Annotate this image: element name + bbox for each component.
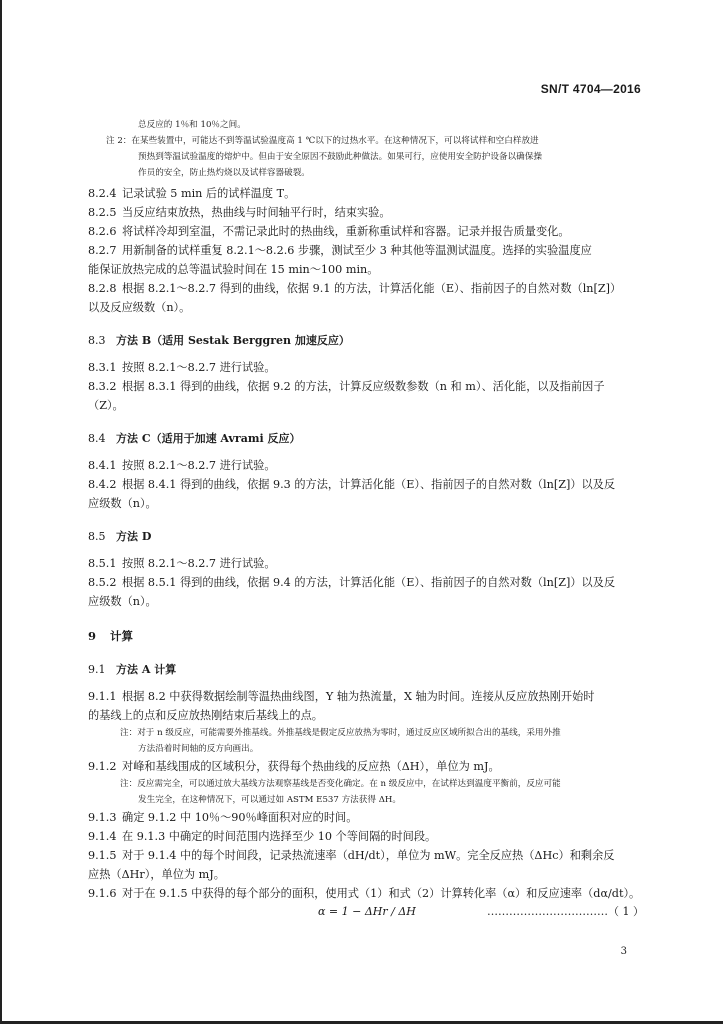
clause-text: 根据 8.3.1 得到的曲线，依据 9.2 的方法，计算反应级数参数（n 和 m）、活化能，以及指前因子 — [122, 380, 605, 393]
page-number: 3 — [620, 946, 627, 957]
section-heading-9-1 — [88, 660, 644, 679]
standard-number: SN/T 4704—2016 — [540, 82, 641, 96]
clause-9-1-1 — [88, 687, 644, 706]
clause-text: 根据 8.5.1 得到的曲线，依据 9.4 的方法，计算活化能（E）、指前因子的自然对数（ln[Z]）以及反 — [122, 576, 616, 589]
clause-text: 用新制备的试样重复 8.2.1～8.2.6 步骤，测试至少 3 种其他等温测试温度。选择的实验温度应 — [122, 244, 592, 257]
heading-text: 方法 C（适用于加速 Avrami 反应） — [116, 432, 301, 445]
clause-8-2-8 — [88, 279, 644, 298]
clause-number: 9.1.2 — [88, 760, 117, 773]
clause-list — [88, 117, 644, 903]
heading-number: 9.1 — [88, 663, 106, 676]
clause-9-1-6 — [88, 884, 644, 903]
clause-text: 按照 8.2.1～8.2.7 进行试验。 — [122, 361, 276, 374]
section-heading-9 — [88, 627, 644, 646]
clause-number: 8.2.7 — [88, 244, 117, 257]
clause-number: 8.2.6 — [88, 225, 117, 238]
clause-9-1-5 — [88, 846, 644, 865]
clause-text: 对于在 9.1.5 中获得的每个部分的面积，使用式（1）和式（2）计算转化率（α）和反应速率（dα/dt）。 — [122, 887, 641, 900]
clause-text: 根据 8.2 中获得数据绘制等温热曲线图，Y 轴为热流量，X 轴为时间。连接从反应放热刚开始时 — [122, 690, 595, 703]
heading-text: 方法 D — [116, 530, 152, 543]
clause-text: 当反应结束放热，热曲线与时间轴平行时，结束实验。 — [122, 206, 391, 219]
heading-text: 计算 — [110, 629, 133, 643]
heading-text: 方法 A 计算 — [116, 663, 177, 676]
note-line: 预热到等温试验温度的熔炉中。但由于安全原因不鼓励此种做法。如果可行，应使用安全防护设备以确保操 — [138, 152, 542, 162]
heading-number: 8.4 — [88, 432, 106, 445]
clause-number: 8.3.1 — [88, 361, 117, 374]
clause-number: 9.1.4 — [88, 830, 117, 843]
document-body — [88, 117, 644, 921]
heading-number: 9 — [88, 629, 97, 643]
clause-number: 8.2.5 — [88, 206, 117, 219]
clause-number: 9.1.5 — [88, 849, 117, 862]
clause-continuation: 以及反应级数（n）。 — [88, 301, 191, 314]
clause-number: 8.4.2 — [88, 478, 117, 491]
clause-number: 8.2.4 — [88, 187, 117, 200]
note-line: 注：对于 n 级反应，可能需要外推基线。外推基线是假定反应放热为零时，通过反应区域所拟合出的基线，采用外推 — [120, 728, 561, 738]
clause-text: 将试样冷却到室温，不需记录此时的热曲线，重新称重试样和容器。记录并报告质量变化。 — [122, 225, 570, 238]
clause-continuation: 应级数（n）。 — [88, 497, 157, 510]
clause-number: 9.1.1 — [88, 690, 117, 703]
clause-number: 8.2.8 — [88, 282, 117, 295]
clause-8-3-2 — [88, 377, 644, 396]
note-line: 发生完全，在这种情况下，可以通过如 ASTM E537 方法获得 ΔH。 — [138, 795, 401, 805]
clause-number: 8.3.2 — [88, 380, 117, 393]
clause-8-5-2 — [88, 573, 644, 592]
clause-8-4-2 — [88, 475, 644, 494]
clause-text: 按照 8.2.1～8.2.7 进行试验。 — [122, 459, 276, 472]
note-line: 总反应的 1％和 10％之间。 — [138, 120, 246, 130]
note-line: 方法沿着时间轴的反方向画出。 — [138, 744, 259, 754]
clause-text: 对峰和基线围成的区域积分，获得每个热曲线的反应热（ΔH），单位为 mJ。 — [122, 760, 500, 773]
clause-8-2-6 — [88, 222, 644, 241]
formula-expression: α = 1 − ΔHr / ΔH — [318, 905, 416, 918]
clause-9-1-4 — [88, 827, 644, 846]
clause-number: 8.4.1 — [88, 459, 117, 472]
section-heading-8-4 — [88, 429, 644, 448]
clause-continuation: 应热（ΔHr），单位为 mJ。 — [88, 868, 225, 881]
clause-text: 对于 9.1.4 中的每个时间段，记录热流速率（dH/dt），单位为 mW。完全反应热（ΔHc）和剩余反 — [122, 849, 615, 862]
note-line: 注：反应需完全，可以通过放大基线方法观察基线是否变化确定。在 n 级反应中，在试样达到温度平衡前，反应可能 — [120, 779, 561, 789]
clause-continuation: （Z）。 — [88, 399, 124, 412]
scan-edge-left — [0, 0, 2, 1024]
clause-number: 9.1.3 — [88, 811, 117, 824]
clause-text: 确定 9.1.2 中 10％～90％峰面积对应的时间。 — [122, 811, 358, 824]
heading-number: 8.5 — [88, 530, 106, 543]
clause-continuation: 的基线上的点和反应放热刚结束后基线上的点。 — [88, 709, 323, 722]
formula-number — [487, 903, 644, 921]
clause-continuation: 应级数（n）。 — [88, 595, 157, 608]
formula-leader-dots: …………………………… — [487, 905, 608, 918]
clause-text: 根据 8.4.1 得到的曲线，依据 9.3 的方法，计算活化能（E）、指前因子的自然对数（ln[Z]）以及反 — [122, 478, 616, 491]
section-heading-8-3 — [88, 331, 644, 350]
clause-number: 9.1.6 — [88, 887, 117, 900]
clause-continuation: 能保证放热完成的总等温试验时间在 15 min～100 min。 — [88, 263, 379, 276]
clause-text: 按照 8.2.1～8.2.7 进行试验。 — [122, 557, 276, 570]
heading-number: 8.3 — [88, 334, 106, 347]
clause-8-2-7 — [88, 241, 644, 260]
clause-8-4-1 — [88, 456, 644, 475]
note-line: 作员的安全，防止热灼烧以及试样容器破裂。 — [138, 168, 310, 178]
formula-eq-number: （ 1 ） — [608, 905, 644, 918]
clause-number: 8.5.2 — [88, 576, 117, 589]
clause-9-1-2 — [88, 757, 644, 776]
clause-8-5-1 — [88, 554, 644, 573]
heading-text: 方法 B（适用 Sestak Berggren 加速反应） — [116, 334, 350, 347]
clause-9-1-3 — [88, 808, 644, 827]
clause-text: 记录试验 5 min 后的试样温度 T。 — [122, 187, 296, 200]
section-heading-8-5 — [88, 527, 644, 546]
clause-number: 8.5.1 — [88, 557, 117, 570]
clause-8-3-1 — [88, 358, 644, 377]
note-line: 注 2：在某些装置中，可能达不到等温试验温度高 1 ℃以下的过热水平。在这种情况下，可以将试样和空白样放进 — [106, 136, 539, 146]
clause-8-2-5 — [88, 203, 644, 222]
clause-8-2-4 — [88, 184, 644, 203]
clause-text: 在 9.1.3 中确定的时间范围内选择至少 10 个等间隔的时间段。 — [122, 830, 437, 843]
clause-text: 根据 8.2.1～8.2.7 得到的曲线，依据 9.1 的方法，计算活化能（E）、指前因子的自然对数（ln[Z]） — [122, 282, 622, 295]
formula-1 — [88, 903, 644, 921]
